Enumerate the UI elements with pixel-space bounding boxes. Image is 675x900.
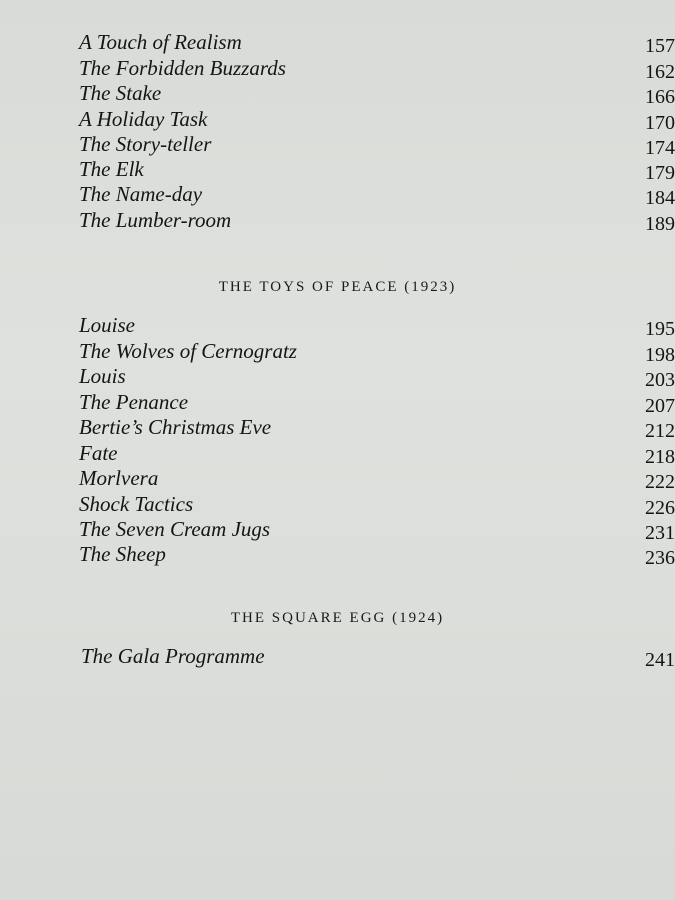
page-number: 207 [645, 395, 675, 417]
story-title: The Stake [79, 81, 162, 105]
toc-entry [0, 106, 675, 132]
story-title: The Sheep [79, 542, 166, 566]
story-title: A Touch of Realism [79, 30, 242, 54]
page-number: 226 [645, 497, 675, 519]
toc-entry [0, 29, 675, 55]
story-title: The Lumber-room [79, 208, 232, 232]
story-title: The Seven Cream Jugs [79, 517, 271, 541]
story-title: The Forbidden Buzzards [79, 56, 286, 80]
page-number: 236 [645, 547, 675, 569]
page-number: 184 [645, 187, 675, 209]
page-number: 222 [645, 471, 675, 493]
toc-entry [0, 414, 675, 440]
page-number: 198 [645, 344, 675, 366]
story-title: Louis [79, 364, 126, 388]
page-number: 195 [645, 318, 675, 340]
page-number: 241 [645, 649, 675, 671]
story-title: Bertie’s Christmas Eve [79, 415, 272, 439]
story-title: The Wolves of Cernogratz [79, 339, 297, 363]
toc-entry [0, 541, 675, 567]
toc-entry [0, 440, 675, 466]
story-title: Morlvera [79, 466, 159, 490]
story-title: Fate [79, 441, 118, 465]
story-title: A Holiday Task [79, 107, 208, 131]
toc-entry [0, 80, 675, 106]
toc-entry [0, 516, 675, 542]
story-title: Shock Tactics [79, 492, 194, 516]
page-number: 212 [645, 420, 675, 442]
toc-entry [0, 55, 675, 81]
story-title: The Gala Programme [81, 644, 265, 668]
page-number: 162 [645, 61, 675, 83]
toc-entry [0, 131, 675, 157]
page-number: 174 [645, 137, 675, 159]
toc-entry [0, 643, 675, 669]
toc-entry [0, 465, 675, 491]
toc-entry [0, 389, 675, 415]
toc-entry [0, 181, 675, 207]
section-heading: THE SQUARE EGG (1924) [230, 610, 445, 626]
toc-entry [0, 207, 675, 233]
story-title: Louise [79, 313, 136, 337]
toc-entry [0, 156, 675, 182]
story-title: The Elk [79, 157, 144, 181]
story-title: The Name-day [79, 182, 203, 206]
section-heading: THE TOYS OF PEACE (1923) [218, 279, 457, 295]
page-number: 189 [645, 213, 675, 235]
story-title: The Penance [79, 390, 189, 414]
page-number: 231 [645, 522, 675, 544]
story-title: The Story-teller [79, 132, 212, 156]
page-number: 170 [645, 112, 675, 134]
page-number: 203 [645, 369, 675, 391]
page-number: 157 [645, 35, 675, 57]
page-number: 166 [645, 86, 675, 108]
toc-entry [0, 338, 675, 364]
toc-entry [0, 363, 675, 389]
toc-entry [0, 491, 675, 517]
page-number: 218 [645, 446, 675, 468]
toc-entry [0, 312, 675, 338]
page-number: 179 [645, 162, 675, 184]
